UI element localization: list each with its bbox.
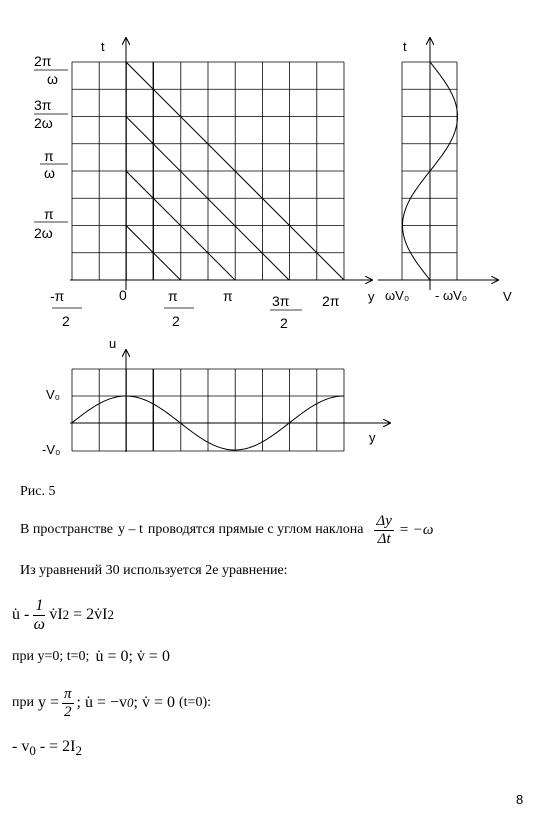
svg-text:ω: ω — [44, 165, 55, 181]
u-tick-bottom: -V₀ — [42, 442, 61, 457]
t-label-left: t — [101, 39, 105, 54]
y-label-bottom: y — [369, 430, 376, 445]
x-tick-pi: π — [223, 288, 233, 304]
u-label: u — [109, 336, 117, 351]
svg-text:ω: ω — [47, 71, 58, 87]
main-grid — [72, 62, 344, 280]
line1-before: В пространстве — [20, 522, 113, 537]
t-tick-2pi-w — [34, 53, 68, 87]
figure-caption: Рис. 5 — [20, 484, 56, 499]
line1-after: проводятся прямые с углом наклона — [147, 522, 364, 537]
x-tick-neg-pi-2 — [50, 288, 82, 329]
bottom-grid — [72, 369, 344, 451]
equation-1: u̇ - $\frac{1}{\omega}$ v̇I 2 = 2v̇I 2 — [12, 596, 115, 633]
slope-rhs: = −ω — [398, 521, 434, 538]
line-initial-2: при y = $\frac{\pi}{2}$ ; u̇ = −v 0 ; v̇ = 0 (t=0): — [12, 685, 211, 720]
v-tick-left: ωV₀ — [385, 288, 410, 303]
svg-text:2: 2 — [172, 313, 180, 329]
x-tick-2pi: 2π — [322, 293, 340, 309]
page-number: 8 — [516, 792, 524, 807]
t-tick-3pi-2w — [34, 97, 68, 131]
svg-text:2ω: 2ω — [34, 225, 53, 241]
svg-text:2π: 2π — [34, 53, 52, 69]
t-tick-pi-w — [40, 148, 68, 181]
slope-fraction: $\frac{\Delta y}{\Delta t}$ — [376, 512, 392, 547]
x-tick-3pi-2 — [270, 293, 302, 331]
line1-mid: y – t — [117, 522, 143, 537]
svg-text:2ω: 2ω — [34, 115, 53, 131]
t-tick-pi-2w — [34, 206, 68, 241]
svg-text:π: π — [44, 148, 54, 164]
svg-text:3π: 3π — [34, 97, 52, 113]
u-tick-top: V₀ — [46, 387, 61, 402]
svg-text:2: 2 — [62, 313, 70, 329]
svg-text:2: 2 — [280, 315, 288, 331]
x-tick-pi-2 — [164, 288, 194, 329]
t-label-right: t — [403, 39, 407, 54]
equation-last: - $v_0$ - = $2I_2$ — [12, 738, 83, 759]
svg-text:π: π — [44, 206, 54, 222]
x-tick-zero: 0 — [119, 287, 127, 303]
svg-text:π: π — [168, 288, 178, 304]
svg-text:3π: 3π — [272, 293, 290, 309]
svg-text:-π: -π — [50, 288, 65, 304]
v-tick-right: - ωV₀ — [435, 288, 468, 303]
y-label-main: y — [368, 289, 375, 304]
v-label: V — [503, 289, 512, 304]
line-equations-ref: Из уравнений 30 используется 2е уравнение: — [20, 563, 288, 578]
line-initial-1: при y=0; t=0; u̇ = 0; v̇ = 0 — [12, 648, 170, 665]
line-slope — [20, 508, 433, 552]
